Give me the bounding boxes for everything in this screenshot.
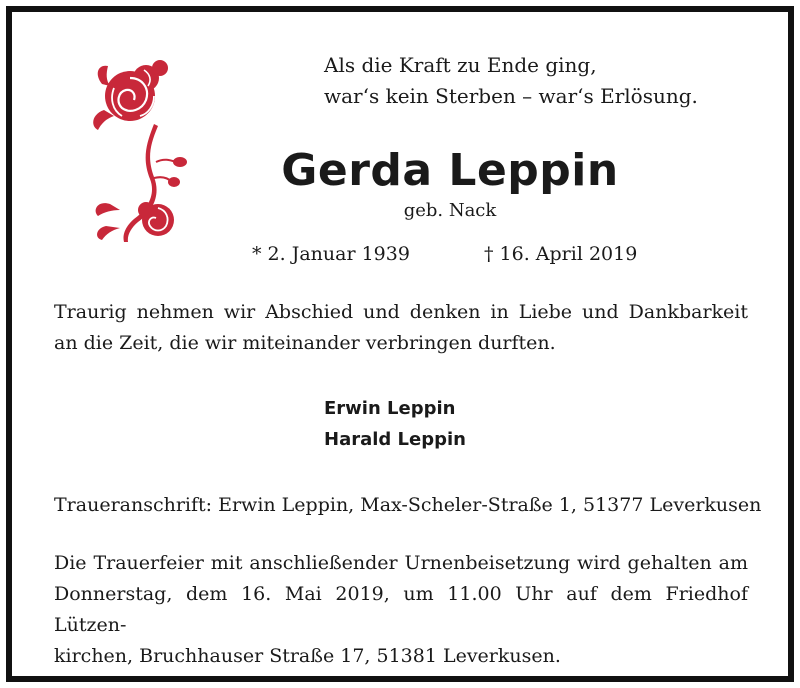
mourning-address	[54, 490, 762, 521]
motto-line-1: Als die Kraft zu Ende ging,	[324, 53, 597, 77]
farewell-line-2: an die Zeit, die wir miteinander verbringen durften.	[54, 332, 556, 354]
farewell-message	[54, 297, 748, 359]
motto-line-2: war‘s kein Sterben – war‘s Erlösung.	[324, 84, 698, 108]
deceased-name: Gerda Leppin	[281, 145, 619, 196]
motto-verse	[324, 50, 698, 112]
farewell-line-1: Traurig nehmen wir Abschied und denken in Liebe und Dankbarkeit	[54, 301, 748, 323]
mourner-name: Erwin Leppin	[324, 398, 456, 419]
address-line: Traueranschrift: Erwin Leppin, Max-Scheler-Straße 1, 51377 Leverkusen	[54, 494, 762, 516]
birth-name: geb. Nack	[403, 200, 497, 221]
ceremony-line-2: Donnerstag, dem 16. Mai 2019, um 11.00 Uhr auf dem Friedhof Lützen-	[54, 583, 748, 636]
ceremony-line-1: Die Trauerfeier mit anschließender Urnenbeisetzung wird gehalten am	[54, 552, 748, 574]
mourners-list	[324, 393, 466, 455]
birth-date: * 2. Januar 1939	[252, 243, 410, 265]
ceremony-line-3: kirchen, Bruchhauser Straße 17, 51381 Leverkusen.	[54, 645, 561, 667]
death-date: † 16. April 2019	[484, 243, 638, 265]
mourner-name: Harald Leppin	[324, 429, 466, 450]
ceremony-info	[54, 548, 748, 672]
